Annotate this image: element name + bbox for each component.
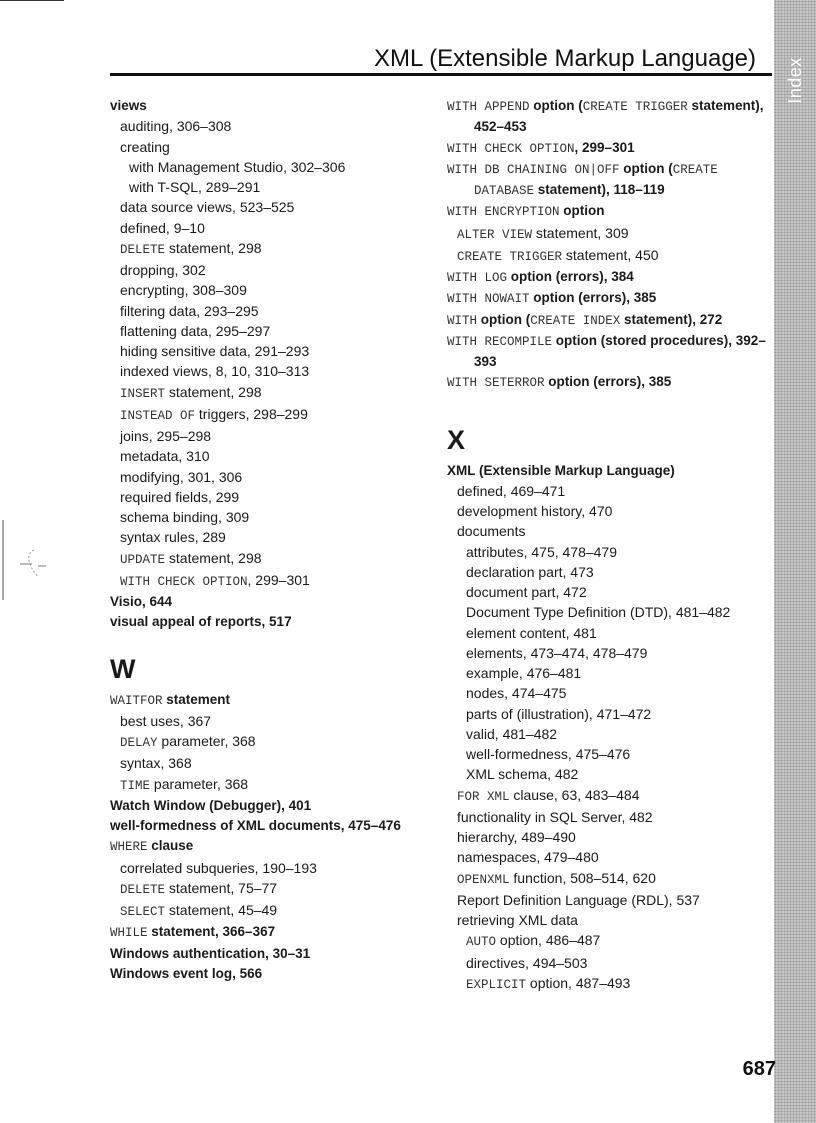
subentry-time-parameter: TIME parameter, 368 [120,775,249,793]
entry-windows-event-log: Windows event log, 566 [110,965,263,981]
entry-with-nowait: WITH NOWAIT option (errors), 385 [447,290,657,307]
index-thumb-tab [774,0,816,1123]
subentry-insert-statement: INSERT statement, 298 [120,383,262,401]
subentry-retrieving: retrieving XML data [457,912,578,928]
subentry-explicit-option: EXPLICIT option, 487–493 [466,974,631,992]
entry-with-option-create-index: WITH option (CREATE INDEX statement), 272 [447,311,723,328]
subentry-syntax-rules: syntax rules, 289 [120,529,226,546]
entry-with-encryption: WITH ENCRYPTION option [447,203,605,220]
entry-with-log: WITH LOG option (errors), 384 [447,269,634,285]
subentry-metadata: metadata, 310 [120,448,210,465]
subentry-dropping: dropping, 302 [120,262,206,278]
entry-xml: XML (Extensible Markup Language) [447,462,675,478]
subentry-well-formedness: well-formedness, 475–476 [466,746,631,762]
entry-with-seterror: WITH SETERROR option (errors), 385 [447,374,672,391]
entry-waitfor: WAITFOR statement [110,691,231,708]
subentry-dtd: Document Type Definition (DTD), 481–482 [466,604,731,621]
header-rule [110,73,772,76]
entry-with-recompile: WITH RECOMPILE option (stored procedures), 392–393 [447,332,766,369]
margin-crop-mark [0,520,50,600]
subentry-with-check-option: WITH CHECK OPTION, 299–301 [120,571,310,589]
subentry-document-part: document part, 472 [466,584,587,600]
subentry-tsql: with T-SQL, 289–291 [129,179,261,195]
subentry-namespaces: namespaces, 479–480 [457,849,599,866]
entry-with-append: WITH APPEND option (CREATE TRIGGER statement), 452–453 [447,98,764,135]
subentry-modifying: modifying, 301, 306 [120,468,243,485]
subentry-delay-parameter: DELAY parameter, 368 [120,733,256,750]
subentry-creating: creating [120,138,170,155]
subentry-attributes: attributes, 475, 478–479 [466,543,618,560]
subentry-parts-of: parts of (illustration), 471–472 [466,705,652,722]
letter-heading-w: W [110,653,136,684]
subentry-element-content: element content, 481 [466,624,597,641]
subentry-directives: directives, 494–503 [466,954,588,971]
entry-well-formedness: well-formedness of XML documents, 475–476 [110,818,401,833]
subentry-management-studio: with Management Studio, 302–306 [129,158,346,175]
thumb-tab-label: Index [784,56,805,104]
subentry-documents: documents [457,523,526,540]
subentry-nodes: nodes, 474–475 [466,685,567,702]
subentry-example: example, 476–481 [466,665,582,681]
subentry-encrypting: encrypting, 308–309 [120,282,247,299]
subentry-openxml: OPENXML function, 508–514, 620 [457,869,656,887]
subentry-data-source-views: data source views, 523–525 [120,199,295,216]
subentry-correlated-subqueries: correlated subqueries, 190–193 [120,859,317,876]
subentry-filtering: filtering data, 293–295 [120,302,259,319]
subentry-auditing: auditing, 306–308 [120,118,232,135]
subentry-valid: valid, 481–482 [466,725,558,742]
subentry-defined: defined, 9–10 [120,219,205,236]
subentry-auto-option: AUTO option, 486–487 [466,932,601,950]
entry-visio: Visio, 644 [110,594,173,609]
subentry-flattening: flattening data, 295–297 [120,322,271,339]
top-corner-rule [0,0,64,1]
subentry-xml-schema: XML schema, 482 [466,766,579,783]
subentry-delete-statement: DELETE statement, 298 [120,239,262,257]
subentry-schema-binding: schema binding, 309 [120,509,250,525]
entry-watch-window: Watch Window (Debugger), 401 [110,797,312,813]
entry-views: views [110,98,147,113]
letter-heading-x: X [447,424,466,455]
subentry-create-trigger: CREATE TRIGGER statement, 450 [457,246,659,264]
subentry-alter-view: ALTER VIEW statement, 309 [457,224,629,242]
entry-with-db-chaining: WITH DB CHAINING ON|OFF option (CREATE DATABASE statement), 118–119 [447,160,718,198]
entry-where-clause: WHERE clause [110,838,194,855]
entry-visual-appeal: visual appeal of reports, 517 [110,614,292,630]
subentry-elements: elements, 473–474, 478–479 [466,644,648,661]
subentry-functionality: functionality in SQL Server, 482 [457,808,653,825]
subentry-update-statement: UPDATE statement, 298 [120,549,262,567]
index-column-right [447,96,769,995]
subentry-joins: joins, 295–298 [120,428,212,444]
subentry-hiding: hiding sensitive data, 291–293 [120,343,310,359]
subentry-best-uses: best uses, 367 [120,712,212,729]
subentry-for-xml: FOR XML clause, 63, 483–484 [457,786,640,804]
entry-with-check-option: WITH CHECK OPTION, 299–301 [447,139,635,156]
entry-windows-authentication: Windows authentication, 30–31 [110,945,311,961]
subentry-where-delete: DELETE statement, 75–77 [120,879,278,897]
running-head: XML (Extensible Markup Language) [374,45,756,72]
subentry-where-select: SELECT statement, 45–49 [120,902,278,919]
entry-while-statement: WHILE statement, 366–367 [110,924,276,941]
subentry-rdl: Report Definition Language (RDL), 537 [457,891,700,908]
index-column-left [110,96,428,984]
subentry-required-fields: required fields, 299 [120,488,240,505]
subentry-declaration-part: declaration part, 473 [466,563,594,580]
subentry-instead-of: INSTEAD OF triggers, 298–299 [120,405,308,423]
subentry-development-history: development history, 470 [457,503,613,519]
subentry-hierarchy: hierarchy, 489–490 [457,829,576,845]
subentry-xml-defined: defined, 469–471 [457,482,566,499]
subentry-syntax: syntax, 368 [120,755,192,772]
page-number: 687 [742,1058,776,1080]
subentry-indexed-views: indexed views, 8, 10, 310–313 [120,363,310,380]
